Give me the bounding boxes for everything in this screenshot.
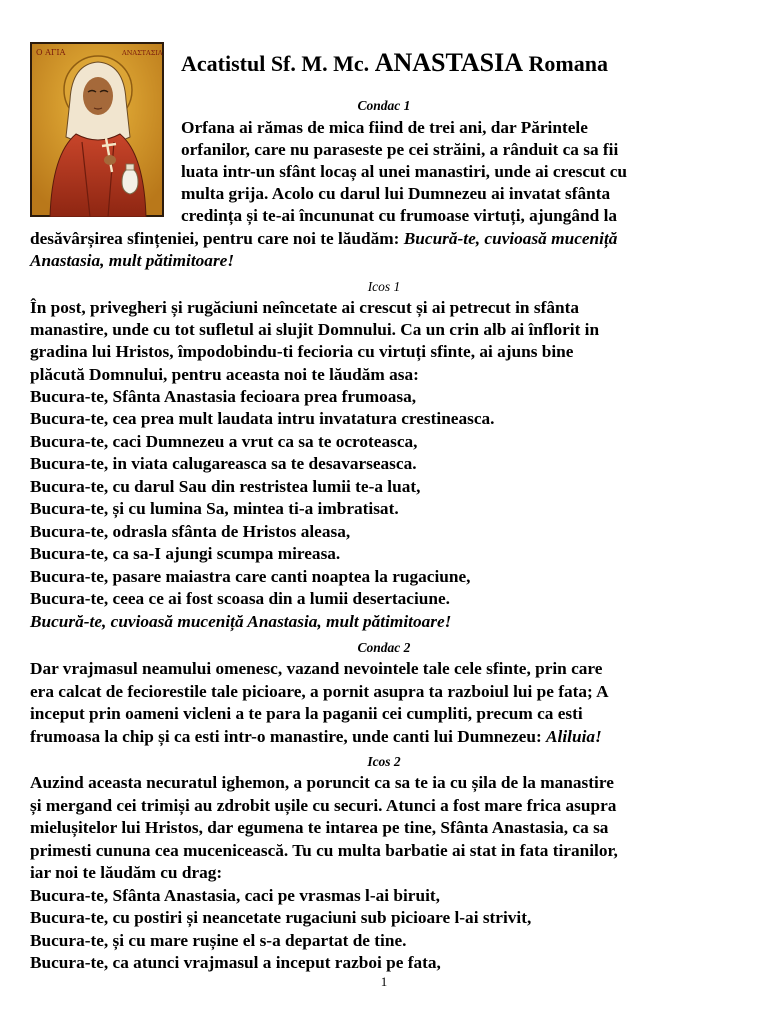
condac-1-line: luata intr-un sfânt locaș al unei manastiri, unde ai crescut cu: [181, 162, 627, 181]
icos-1-refrain: Bucură-te, cuvioasă muceniță Anastasia, mult pătimitoare!: [30, 612, 452, 631]
icos-1-heading: Icos 1: [367, 279, 401, 294]
title-suffix: Romana: [528, 51, 608, 76]
icos-1-line: În post, privegheri și rugăciuni neîncetate ai crescut și ai petrecut in sfânta: [30, 298, 579, 317]
saint-icon-image: [30, 42, 164, 217]
condac-1-heading: Condac 1: [357, 98, 411, 113]
icos-2-line: mielușitelor lui Hristos, dar egumena te intarea pe tine, Sfânta Anastasia, ca sa: [30, 818, 609, 837]
title-prefix: Acatistul Sf. M. Mc.: [181, 51, 370, 76]
icos-1-line: Bucura-te, odrasla sfânta de Hristos aleasa,: [30, 522, 351, 541]
icos-1-line: plăcută Domnului, pentru aceasta noi te lăudăm asa:: [30, 365, 419, 384]
icos-1-line: Bucura-te, ca sa-I ajungi scumpa mireasa.: [30, 544, 341, 563]
icos-2-line: Auzind aceasta necuratul ighemon, a poruncit ca sa te ia cu șila de la manastire: [30, 773, 614, 792]
condac-2-line: inceput prin oameni vicleni a te para la paganii cei cumpliti, precum ca esti: [30, 704, 583, 723]
condac-1-line: [30, 228, 617, 250]
condac-2-heading: Condac 2: [357, 640, 411, 655]
icos-1-line: Bucura-te, pasare maiastra care canti noaptea la rugaciune,: [30, 567, 471, 586]
page-number: 1: [380, 974, 388, 989]
condac-1-line: orfanilor, care nu paraseste pe cei străini, a rânduit ca sa fii: [181, 140, 619, 159]
condac-1-line: credința și te-ai încununat cu frumoase virtuți, ajungând la: [181, 206, 618, 225]
condac-2-line: era calcat de feciorestile tale picioare, a pornit asupra ta razboiul lui pe fata; A: [30, 682, 609, 701]
condac-1-line-regular: desăvârșirea sfințeniei, pentru care noi te lăudăm:: [30, 229, 404, 248]
condac-2-line: [30, 726, 602, 748]
condac-2-line-regular: frumoasa la chip și ca esti intr-o manastire, unde canti lui Dumnezeu:: [30, 727, 547, 746]
condac-1-refrain-end: Anastasia, mult pătimitoare!: [30, 251, 235, 270]
condac-2-aliluia: Aliluia!: [546, 727, 602, 746]
document-title: [181, 48, 741, 79]
title-name: ANASTASIA: [374, 48, 524, 77]
condac-2-line: Dar vrajmasul neamului omenesc, vazand nevointele tale cele sfinte, prin care: [30, 659, 603, 678]
icos-1-line: Bucura-te, cu darul Sau din restristea lumii te-a luat,: [30, 477, 421, 496]
icos-2-line: iar noi te lăudăm cu drag:: [30, 863, 223, 882]
saint-anastasia-icon: [30, 42, 164, 217]
icon-inscription-right: ΑΝΑΣΤΑΣΙΑ: [122, 49, 163, 57]
icos-1-line: Bucura-te, Sfânta Anastasia fecioara prea frumoasa,: [30, 387, 417, 406]
icos-1-line: Bucura-te, și cu lumina Sa, mintea ti-a imbratisat.: [30, 499, 399, 518]
icos-2-line: și mergand cei trimiși au zdrobit ușile cu securi. Atunci a fost mare frica asupra: [30, 796, 617, 815]
icos-1-line: manastire, unde cu tot sufletul ai slujit Domnului. Ca un crin alb ai înflorit in: [30, 320, 600, 339]
icos-2-line: Bucura-te, ca atunci vrajmasul a inceput razboi pe fata,: [30, 953, 441, 972]
icos-1-line: Bucura-te, in viata calugareasca sa te desavarseasca.: [30, 454, 417, 473]
condac-1-refrain-start: Bucură-te, cuvioasă muceniță: [403, 229, 618, 248]
condac-1-line: Orfana ai rămas de mica fiind de trei ani, dar Părintele: [181, 118, 588, 137]
icon-inscription-left: O ΑΓΙΑ: [36, 48, 66, 57]
icos-2-line: Bucura-te, și cu mare rușine el s-a departat de tine.: [30, 931, 407, 950]
icos-1-line: Bucura-te, cea prea mult laudata intru invatatura crestineasca.: [30, 409, 495, 428]
condac-1-line: multa grija. Acolo cu darul lui Dumnezeu ai invatat sfânta: [181, 184, 611, 203]
icos-2-line: Bucura-te, Sfânta Anastasia, caci pe vrasmas l-ai biruit,: [30, 886, 440, 905]
icos-2-line: primesti cununa cea mucenicească. Tu cu multa barbatie ai stat in fata tiranilor,: [30, 841, 618, 860]
icos-2-heading: Icos 2: [367, 754, 401, 769]
icos-1-line: gradina lui Hristos, împodobindu-ti fecioria cu virtuți sfinte, ai ajuns bine: [30, 342, 574, 361]
icos-1-line: Bucura-te, caci Dumnezeu a vrut ca sa te ocroteasca,: [30, 432, 418, 451]
icos-2-line: Bucura-te, cu postiri și neancetate rugaciuni sub picioare l-ai strivit,: [30, 908, 532, 927]
icos-1-line: Bucura-te, ceea ce ai fost scoasa din a lumii desertaciune.: [30, 589, 450, 608]
